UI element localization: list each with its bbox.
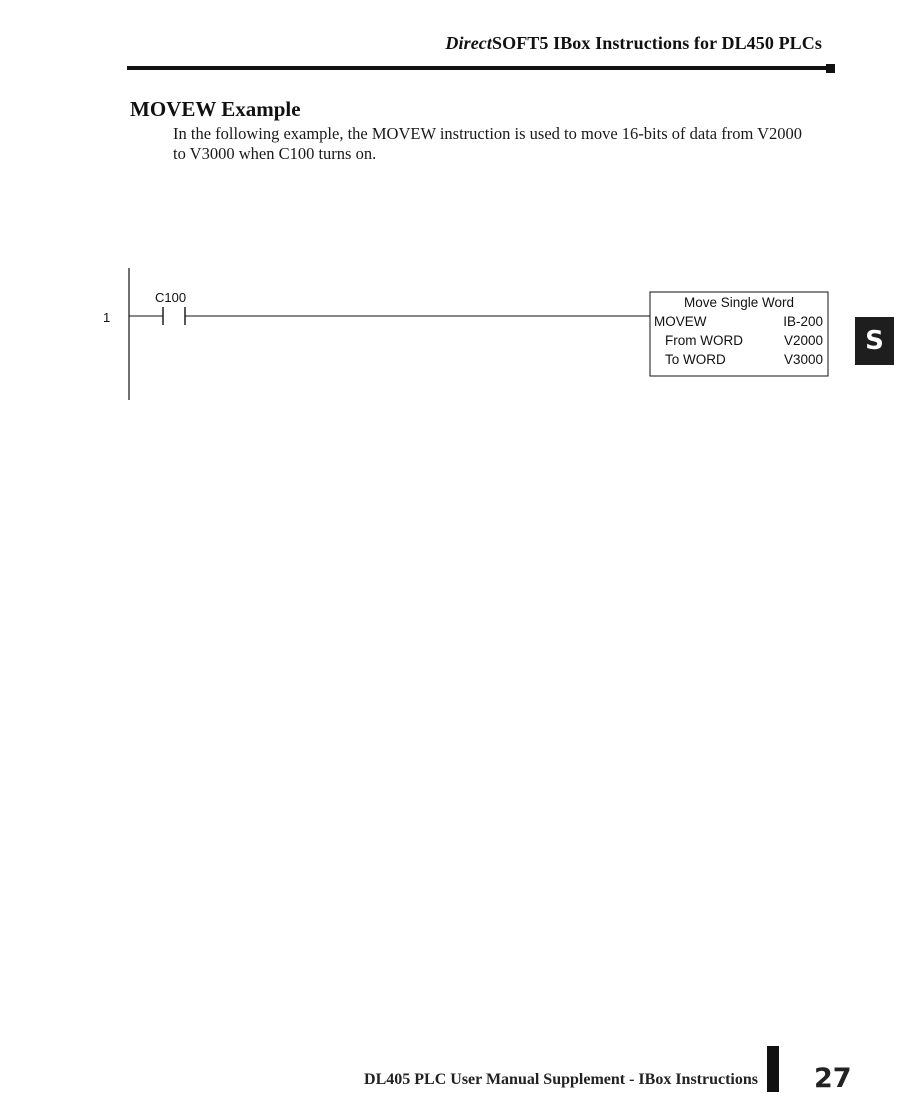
contact-label: C100 <box>155 290 187 305</box>
header-brand: Direct <box>445 33 492 53</box>
ibox-instruction: MOVEW <box>654 314 707 329</box>
footer-bar <box>767 1046 779 1092</box>
ibox-to-value: V3000 <box>783 352 823 367</box>
rung-number: 1 <box>103 310 111 325</box>
contact-c100-no[interactable] <box>163 307 185 325</box>
ibox-from-label: From WORD <box>665 333 743 348</box>
ibox-title: Move Single Word <box>683 295 795 310</box>
section-title: MOVEW Example <box>130 97 301 121</box>
page-number: 27 <box>814 1063 852 1094</box>
ibox-from-value: V2000 <box>783 333 823 348</box>
section-tab-s: S <box>855 317 894 365</box>
footer-text: DL405 PLC User Manual Supplement - IBox Instructions <box>364 1071 758 1088</box>
header-title: SOFT5 IBox Instructions for DL450 PLCs <box>491 33 822 53</box>
ibox-to-label: To WORD <box>665 352 726 367</box>
intro-paragraph: In the following example, the MOVEW instruction is used to move 16-bits of data from V2000 to V3000 when C100 turns on. <box>173 124 803 163</box>
ibox-instruction-id: IB-200 <box>783 314 823 329</box>
